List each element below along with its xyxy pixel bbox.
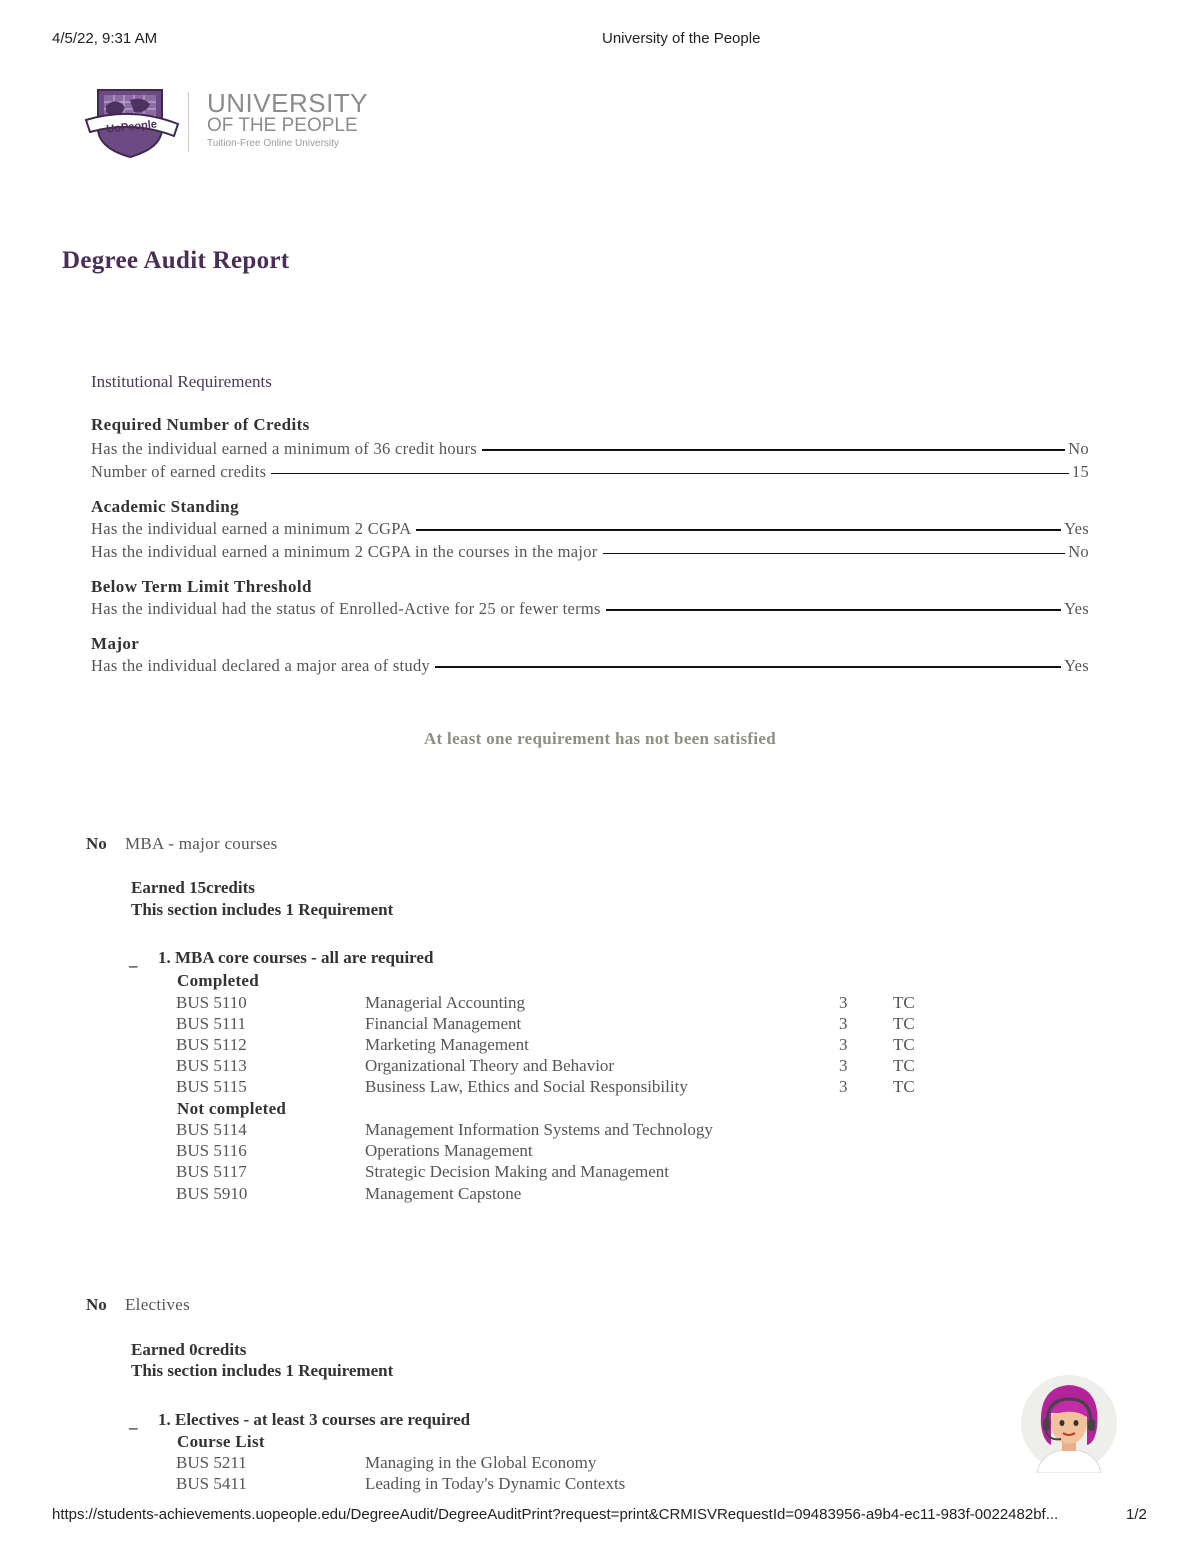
- section-includes: This section includes 1 Requirement: [131, 1361, 394, 1380]
- course-grade: TC: [893, 1035, 915, 1054]
- course-row: [0, 1077, 1000, 1098]
- requirement-title: 1. Electives - at least 3 courses are required: [158, 1410, 471, 1429]
- req-row: [91, 438, 1089, 460]
- course-row: [0, 1184, 1000, 1205]
- req-answer: Yes: [1064, 656, 1089, 675]
- req-answer: No: [1068, 542, 1089, 561]
- course-grade: TC: [893, 1014, 915, 1033]
- print-datetime: 4/5/22, 9:31 AM: [52, 30, 158, 47]
- course-code: BUS 5910: [176, 1184, 248, 1203]
- print-url: https://students-achievements.uopeople.edu/DegreeAudit/DegreeAuditPrint?request=print&CRMISVRequestId=09483956-a9b4-ec11-983f-0022482bf...: [52, 1506, 1059, 1523]
- course-code: BUS 5115: [176, 1077, 247, 1096]
- req-answer: No: [1068, 439, 1089, 458]
- section-earned-credits: Earned 0credits: [131, 1340, 247, 1359]
- course-row: [0, 1056, 1000, 1077]
- university-logo: [84, 84, 384, 160]
- support-agent-avatar-icon[interactable]: [1019, 1373, 1119, 1473]
- course-list-label: Course List: [177, 1432, 265, 1451]
- course-name: Managerial Accounting: [365, 993, 526, 1012]
- section-status: No: [86, 1295, 107, 1314]
- req-question: Has the individual declared a major area of study: [91, 656, 431, 675]
- req-answer: 15: [1071, 462, 1089, 481]
- req-row: [91, 461, 1089, 483]
- print-page-number: 1/2: [1126, 1506, 1147, 1523]
- course-code: BUS 5112: [176, 1035, 247, 1054]
- req-question: Has the individual earned a minimum 2 CGPA in the courses in the major: [91, 542, 598, 561]
- course-grade: TC: [893, 993, 915, 1012]
- course-code: BUS 5114: [176, 1120, 247, 1139]
- section-name: Electives: [125, 1295, 191, 1314]
- course-credits: 3: [839, 1014, 848, 1033]
- institutional-requirements-label: Institutional Requirements: [91, 372, 272, 391]
- req-answer: Yes: [1064, 519, 1089, 538]
- section-status: No: [86, 834, 107, 853]
- collapse-toggle[interactable]: _: [129, 950, 138, 969]
- course-code: BUS 5111: [176, 1014, 247, 1033]
- req-group-title: Below Term Limit Threshold: [91, 577, 312, 596]
- course-name: Organizational Theory and Behavior: [365, 1056, 615, 1075]
- req-row: [91, 518, 1089, 540]
- req-answer: Yes: [1064, 599, 1089, 618]
- course-credits: 3: [839, 1056, 848, 1075]
- course-name: Leading in Today's Dynamic Contexts: [365, 1474, 626, 1493]
- requirement-title: 1. MBA core courses - all are required: [158, 948, 434, 967]
- section-includes: This section includes 1 Requirement: [131, 900, 394, 919]
- course-row: [0, 993, 1000, 1014]
- course-row: [0, 1141, 1000, 1162]
- course-name: Business Law, Ethics and Social Responsibility: [365, 1077, 688, 1096]
- course-row: [0, 1035, 1000, 1056]
- course-code: BUS 5110: [176, 993, 247, 1012]
- course-row: [0, 1162, 1000, 1183]
- req-row: [91, 598, 1089, 620]
- course-row: [0, 1120, 1000, 1141]
- logo-tagline: Tuition-Free Online University: [207, 138, 339, 149]
- print-page-title: University of the People: [602, 30, 761, 47]
- section-name: MBA - major courses: [125, 834, 278, 853]
- course-name: Management Capstone: [365, 1184, 522, 1203]
- course-name: Marketing Management: [365, 1035, 529, 1054]
- req-row: [91, 541, 1089, 563]
- logo-shield-text: UoPeople: [105, 118, 158, 136]
- course-credits: 3: [839, 1077, 848, 1096]
- course-name: Managing in the Global Economy: [365, 1453, 597, 1472]
- completed-label: Completed: [177, 971, 260, 990]
- req-group-title: Academic Standing: [91, 497, 240, 516]
- course-row: [0, 1014, 1000, 1035]
- req-row: [91, 655, 1089, 677]
- course-grade: TC: [893, 1077, 915, 1096]
- req-group-title: Required Number of Credits: [91, 415, 310, 434]
- course-credits: 3: [839, 1035, 848, 1054]
- logo-line2: OF THE PEOPLE: [207, 115, 358, 136]
- report-title: Degree Audit Report: [62, 247, 290, 274]
- req-question: Has the individual earned a minimum of 36 credit hours: [91, 439, 477, 458]
- course-row: [0, 1474, 1000, 1495]
- uopeople-shield-logo-icon: [84, 84, 180, 160]
- course-grade: TC: [893, 1056, 915, 1075]
- course-code: BUS 5117: [176, 1162, 247, 1181]
- req-question: Number of earned credits: [91, 462, 267, 481]
- course-name: Strategic Decision Making and Management: [365, 1162, 670, 1181]
- course-name: Financial Management: [365, 1014, 522, 1033]
- req-group-title: Major: [91, 634, 140, 653]
- collapse-toggle[interactable]: _: [129, 1412, 138, 1431]
- course-credits: 3: [839, 993, 848, 1012]
- course-code: BUS 5113: [176, 1056, 247, 1075]
- course-row: [0, 1453, 1000, 1474]
- req-question: Has the individual had the status of Enrolled-Active for 25 or fewer terms: [91, 599, 601, 618]
- course-name: Operations Management: [365, 1141, 533, 1160]
- section-earned-credits: Earned 15credits: [131, 878, 255, 897]
- course-code: BUS 5116: [176, 1141, 247, 1160]
- course-code: BUS 5411: [176, 1474, 247, 1493]
- requirements-status-message: At least one requirement has not been satisfied: [423, 729, 777, 748]
- logo-line1: UNIVERSITY: [207, 88, 369, 118]
- req-question: Has the individual earned a minimum 2 CGPA: [91, 519, 412, 538]
- not-completed-label: Not completed: [177, 1099, 287, 1118]
- course-code: BUS 5211: [176, 1453, 247, 1472]
- course-name: Management Information Systems and Technology: [365, 1120, 713, 1139]
